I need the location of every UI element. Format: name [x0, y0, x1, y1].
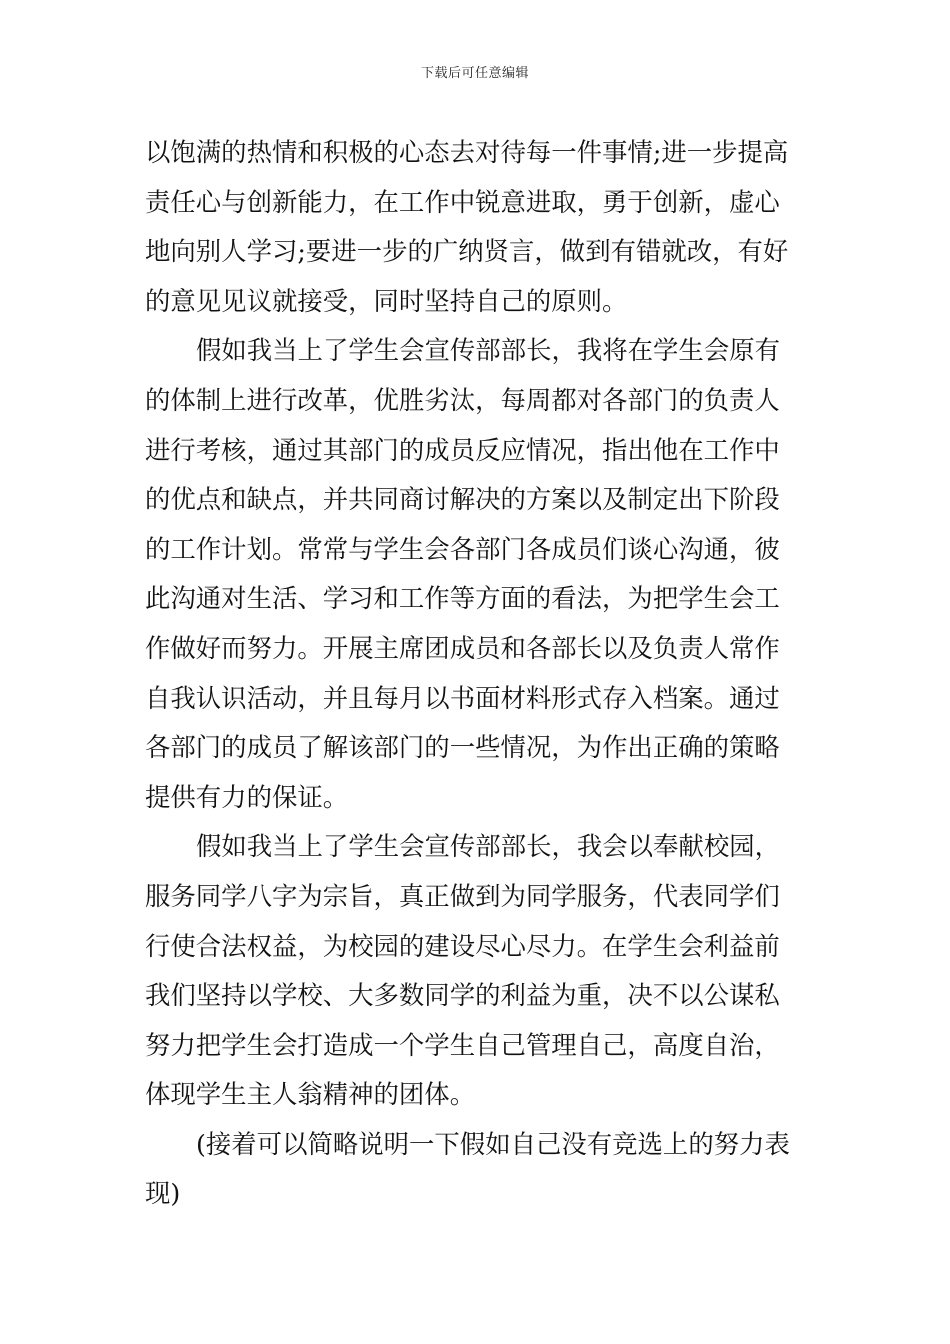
page-header: 下载后可任意编辑 [420, 66, 529, 81]
text-line: 行使合法权益，为校园的建设尽心尽力。在学生会利益前 [145, 930, 780, 961]
text-line: 责任心与创新能力，在工作中锐意进取，勇于创新，虚心 [145, 186, 780, 217]
text-line: 进行考核，通过其部门的成员反应情况，指出他在工作中 [145, 434, 780, 465]
text-line: 此沟通对生活、学习和工作等方面的看法，为把学生会工 [145, 583, 780, 614]
text-line: 努力把学生会打造成一个学生自己管理自己，高度自治， [145, 1029, 780, 1060]
text-line: 现) [145, 1178, 181, 1209]
paragraph-start-line: (接着可以简略说明一下假如自己没有竞选上的努力表 [196, 1128, 790, 1159]
text-line: 作做好而努力。开展主席团成员和各部长以及负责人常作 [145, 632, 780, 663]
text-line: 以饱满的热情和积极的心态去对待每一件事情;进一步提高 [145, 137, 789, 167]
text-line: 的意见见议就接受，同时坚持自己的原则。 [145, 285, 628, 316]
text-line: 地向别人学习;要进一步的广纳贤言，做到有错就改，有好 [145, 236, 789, 267]
text-line: 的体制上进行改革，优胜劣汰，每周都对各部门的负责人 [145, 384, 780, 415]
document-body [145, 128, 809, 1219]
text-line: 提供有力的保证。 [145, 781, 349, 812]
text-line: 的工作计划。常常与学生会各部门各成员们谈心沟通，彼 [145, 533, 780, 564]
paragraph-start-line: 假如我当上了学生会宣传部部长，我将在学生会原有 [196, 335, 780, 366]
text-line: 我们坚持以学校、大多数同学的利益为重，决不以公谋私 [145, 980, 780, 1011]
text-line: 各部门的成员了解该部门的一些情况，为作出正确的策略 [145, 732, 780, 763]
text-line: 自我认识活动，并且每月以书面材料形式存入档案。通过 [145, 682, 780, 713]
paragraph-start-line: 假如我当上了学生会宣传部部长，我会以奉献校园， [196, 831, 780, 862]
text-line: 的优点和缺点，并共同商讨解决的方案以及制定出下阶段 [145, 484, 780, 515]
text-line: 体现学生主人翁精神的团体。 [145, 1079, 476, 1110]
text-line: 服务同学八字为宗旨，真正做到为同学服务，代表同学们 [145, 880, 780, 911]
